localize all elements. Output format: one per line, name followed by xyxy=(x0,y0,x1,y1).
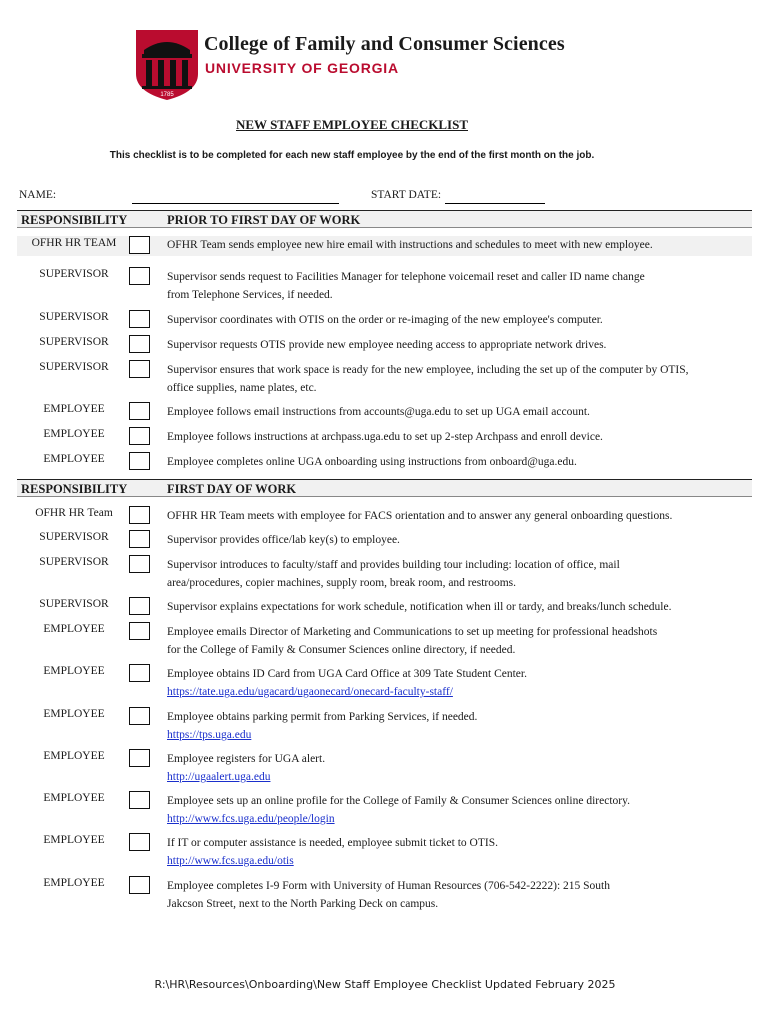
row-role: SUPERVISOR xyxy=(39,336,109,348)
footer-file-path: R:\HR\Resources\Onboarding\New Staff Employee Checklist Updated February 2025 xyxy=(154,978,616,991)
start-date-label: START DATE: xyxy=(371,189,442,201)
responsibility-header: RESPONSIBILITY xyxy=(21,482,128,496)
name-field[interactable] xyxy=(132,203,339,204)
section-title: FIRST DAY OF WORK xyxy=(167,482,297,496)
row-role: OFHR HR TEAM xyxy=(31,237,117,249)
row-role: EMPLOYEE xyxy=(43,834,105,846)
row-text: Supervisor provides office/lab key(s) to employee. xyxy=(167,534,400,546)
row-checkbox[interactable] xyxy=(129,664,150,682)
uga-arch-logo xyxy=(134,30,200,100)
responsibility-header: RESPONSIBILITY xyxy=(21,213,128,227)
row-role: EMPLOYEE xyxy=(43,792,105,804)
row-text: Employee emails Director of Marketing and Communications to set up meeting for professional headshots for the College of Family & Consumer Sciences online directory, if needed. xyxy=(167,626,658,656)
checklist-row xyxy=(17,236,752,256)
row-role: EMPLOYEE xyxy=(43,623,105,635)
row-checkbox[interactable] xyxy=(129,267,150,285)
row-link[interactable]: http://ugaalert.uga.edu xyxy=(167,771,271,783)
section-header-first-day xyxy=(17,479,752,497)
logo-year: 1785 xyxy=(160,92,174,98)
row-role: EMPLOYEE xyxy=(43,750,105,762)
row-text: OFHR Team sends employee new hire email with instructions and schedules to meet with new employee. xyxy=(167,239,653,251)
row-text: Employee sets up an online profile for the College of Family & Consumer Sciences online directory. http://www.fcs.uga.edu/people/login xyxy=(167,792,747,828)
row-checkbox[interactable] xyxy=(129,791,150,809)
row-checkbox[interactable] xyxy=(129,427,150,445)
row-text: Supervisor sends request to Facilities Manager for telephone voicemail reset and caller ID name change from Telephone Services, if needed. xyxy=(167,271,645,301)
row-checkbox[interactable] xyxy=(129,833,150,851)
row-checkbox[interactable] xyxy=(129,530,150,548)
row-text: Supervisor explains expectations for work schedule, notification when ill or tardy, and breaks/lunch schedule. xyxy=(167,601,672,613)
row-text: Employee obtains ID Card from UGA Card Office at 309 Tate Student Center. https://tate.uga.edu/ugacard/ugaonecard/onecard-faculty-staff/ xyxy=(167,665,747,701)
section-header-prior xyxy=(17,210,752,228)
row-checkbox[interactable] xyxy=(129,555,150,573)
row-checkbox[interactable] xyxy=(129,597,150,615)
row-checkbox[interactable] xyxy=(129,506,150,524)
checklist-subtitle: This checklist is to be completed for each new staff employee by the end of the first month on the job. xyxy=(109,150,595,161)
section-title: PRIOR TO FIRST DAY OF WORK xyxy=(167,213,361,227)
row-text: Supervisor introduces to faculty/staff and provides building tour including: location of office, mail area/procedures, copier machines, supply room, break room, and restrooms. xyxy=(167,559,620,589)
row-checkbox[interactable] xyxy=(129,310,150,328)
row-checkbox[interactable] xyxy=(129,876,150,894)
row-role: SUPERVISOR xyxy=(39,598,109,610)
row-checkbox[interactable] xyxy=(129,707,150,725)
row-role: SUPERVISOR xyxy=(39,531,109,543)
row-text: Employee completes I-9 Form with University of Human Resources (706-542-2222): 215 South Jakcson Street, next to the North Parking Deck on campus. xyxy=(167,880,610,910)
row-link[interactable]: https://tate.uga.edu/ugacard/ugaonecard/onecard-faculty-staff/ xyxy=(167,686,453,698)
row-role: EMPLOYEE xyxy=(43,403,105,415)
row-role: EMPLOYEE xyxy=(43,665,105,677)
row-text: Employee follows instructions at archpass.uga.edu to set up 2-step Archpass and enroll device. xyxy=(167,431,603,443)
row-role: SUPERVISOR xyxy=(39,268,109,280)
row-role: EMPLOYEE xyxy=(43,708,105,720)
row-text: Employee completes online UGA onboarding using instructions from onboard@uga.edu. xyxy=(167,456,577,468)
row-checkbox[interactable] xyxy=(129,749,150,767)
university-name: UNIVERSITY OF GEORGIA xyxy=(205,60,399,76)
row-checkbox[interactable] xyxy=(129,452,150,470)
row-role: SUPERVISOR xyxy=(39,311,109,323)
row-text: Employee registers for UGA alert. http://ugaalert.uga.edu xyxy=(167,750,747,786)
row-link[interactable]: https://tps.uga.edu xyxy=(167,729,252,741)
row-text: OFHR HR Team meets with employee for FACS orientation and to answer any general onboarding questions. xyxy=(167,510,673,522)
row-role: EMPLOYEE xyxy=(43,877,105,889)
row-text: Supervisor ensures that work space is ready for the new employee, including the set up of the computer by OTIS, office supplies, name plates, etc. xyxy=(167,364,689,394)
row-role: SUPERVISOR xyxy=(39,556,109,568)
row-role: EMPLOYEE xyxy=(43,428,105,440)
row-text: Supervisor coordinates with OTIS on the order or re-imaging of the new employee's computer. xyxy=(167,314,603,326)
start-date-field[interactable] xyxy=(445,203,545,204)
college-name: College of Family and Consumer Sciences xyxy=(204,33,565,55)
name-label: NAME: xyxy=(19,189,57,201)
row-link[interactable]: http://www.fcs.uga.edu/people/login xyxy=(167,813,335,825)
row-checkbox[interactable] xyxy=(129,360,150,378)
checklist-title: NEW STAFF EMPLOYEE CHECKLIST xyxy=(236,117,468,132)
row-checkbox[interactable] xyxy=(129,402,150,420)
row-text: Employee obtains parking permit from Parking Services, if needed. https://tps.uga.edu xyxy=(167,708,747,744)
row-link[interactable]: http://www.fcs.uga.edu/otis xyxy=(167,855,294,867)
row-checkbox[interactable] xyxy=(129,622,150,640)
row-role: OFHR HR Team xyxy=(35,507,113,519)
row-text: Employee follows email instructions from accounts@uga.edu to set up UGA email account. xyxy=(167,406,590,418)
row-checkbox[interactable] xyxy=(129,335,150,353)
row-role: EMPLOYEE xyxy=(43,453,105,465)
row-text: Supervisor requests OTIS provide new employee needing access to appropriate network drives. xyxy=(167,339,607,351)
row-text: If IT or computer assistance is needed, employee submit ticket to OTIS. http://www.fcs.uga.edu/otis xyxy=(167,834,747,870)
row-checkbox[interactable] xyxy=(129,236,150,254)
row-role: SUPERVISOR xyxy=(39,361,109,373)
